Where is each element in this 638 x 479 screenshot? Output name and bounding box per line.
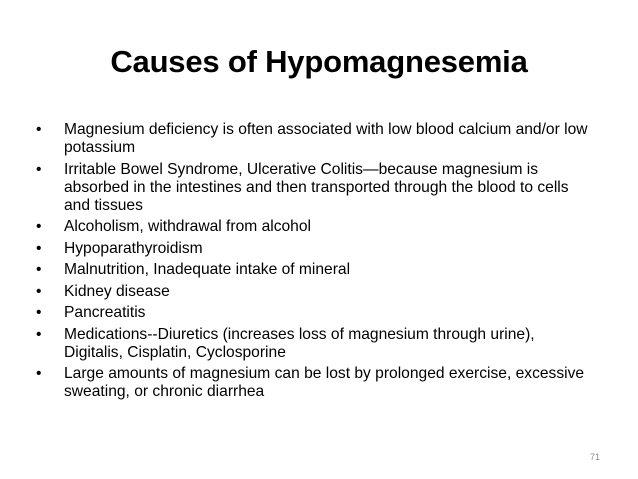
bullet-text: Kidney disease — [64, 282, 170, 300]
bullet-dot-icon: • — [36, 282, 42, 300]
bullet-dot-icon: • — [36, 261, 42, 278]
bullet-text: Pancreatitis — [64, 304, 146, 321]
page-number: 71 — [589, 452, 600, 462]
bullet-text: Magnesium deficiency is often associated with low blood calcium and/or low potassium — [64, 121, 588, 156]
bullet-list — [36, 121, 596, 405]
bullet-item — [36, 161, 596, 215]
bullet-dot-icon: • — [36, 365, 42, 382]
slide-title: Causes of Hypomagnesemia — [110, 44, 528, 79]
bullet-dot-icon: • — [36, 325, 42, 343]
bullet-text: Large amounts of magnesium can be lost by prolonged exercise, excessive sweating, or chronic diarrhea — [64, 365, 585, 400]
bullet-item — [36, 240, 596, 258]
bullet-item — [36, 365, 596, 401]
bullet-dot-icon: • — [36, 304, 42, 321]
bullet-item — [36, 283, 596, 301]
bullet-text: Irritable Bowel Syndrome, Ulcerative Colitis—because magnesium is absorbed in the intestines and then transported through the blood to cells and tissues — [64, 160, 569, 214]
bullet-dot-icon: • — [36, 121, 42, 138]
bullet-dot-icon: • — [36, 218, 42, 235]
bullet-item — [36, 326, 596, 362]
bullet-dot-icon: • — [36, 160, 42, 178]
bullet-text: Malnutrition, Inadequate intake of mineral — [64, 261, 351, 278]
bullet-dot-icon: • — [36, 239, 42, 257]
bullet-text: Medications--Diuretics (increases loss of magnesium through urine), Digitalis, Cisplatin, Cyclosporine — [64, 325, 535, 361]
bullet-item — [36, 121, 596, 157]
bullet-text: Alcoholism, withdrawal from alcohol — [64, 218, 311, 235]
bullet-text: Hypoparathyroidism — [64, 239, 203, 257]
bullet-item — [36, 304, 596, 322]
bullet-item — [36, 261, 596, 279]
bullet-item — [36, 218, 596, 236]
